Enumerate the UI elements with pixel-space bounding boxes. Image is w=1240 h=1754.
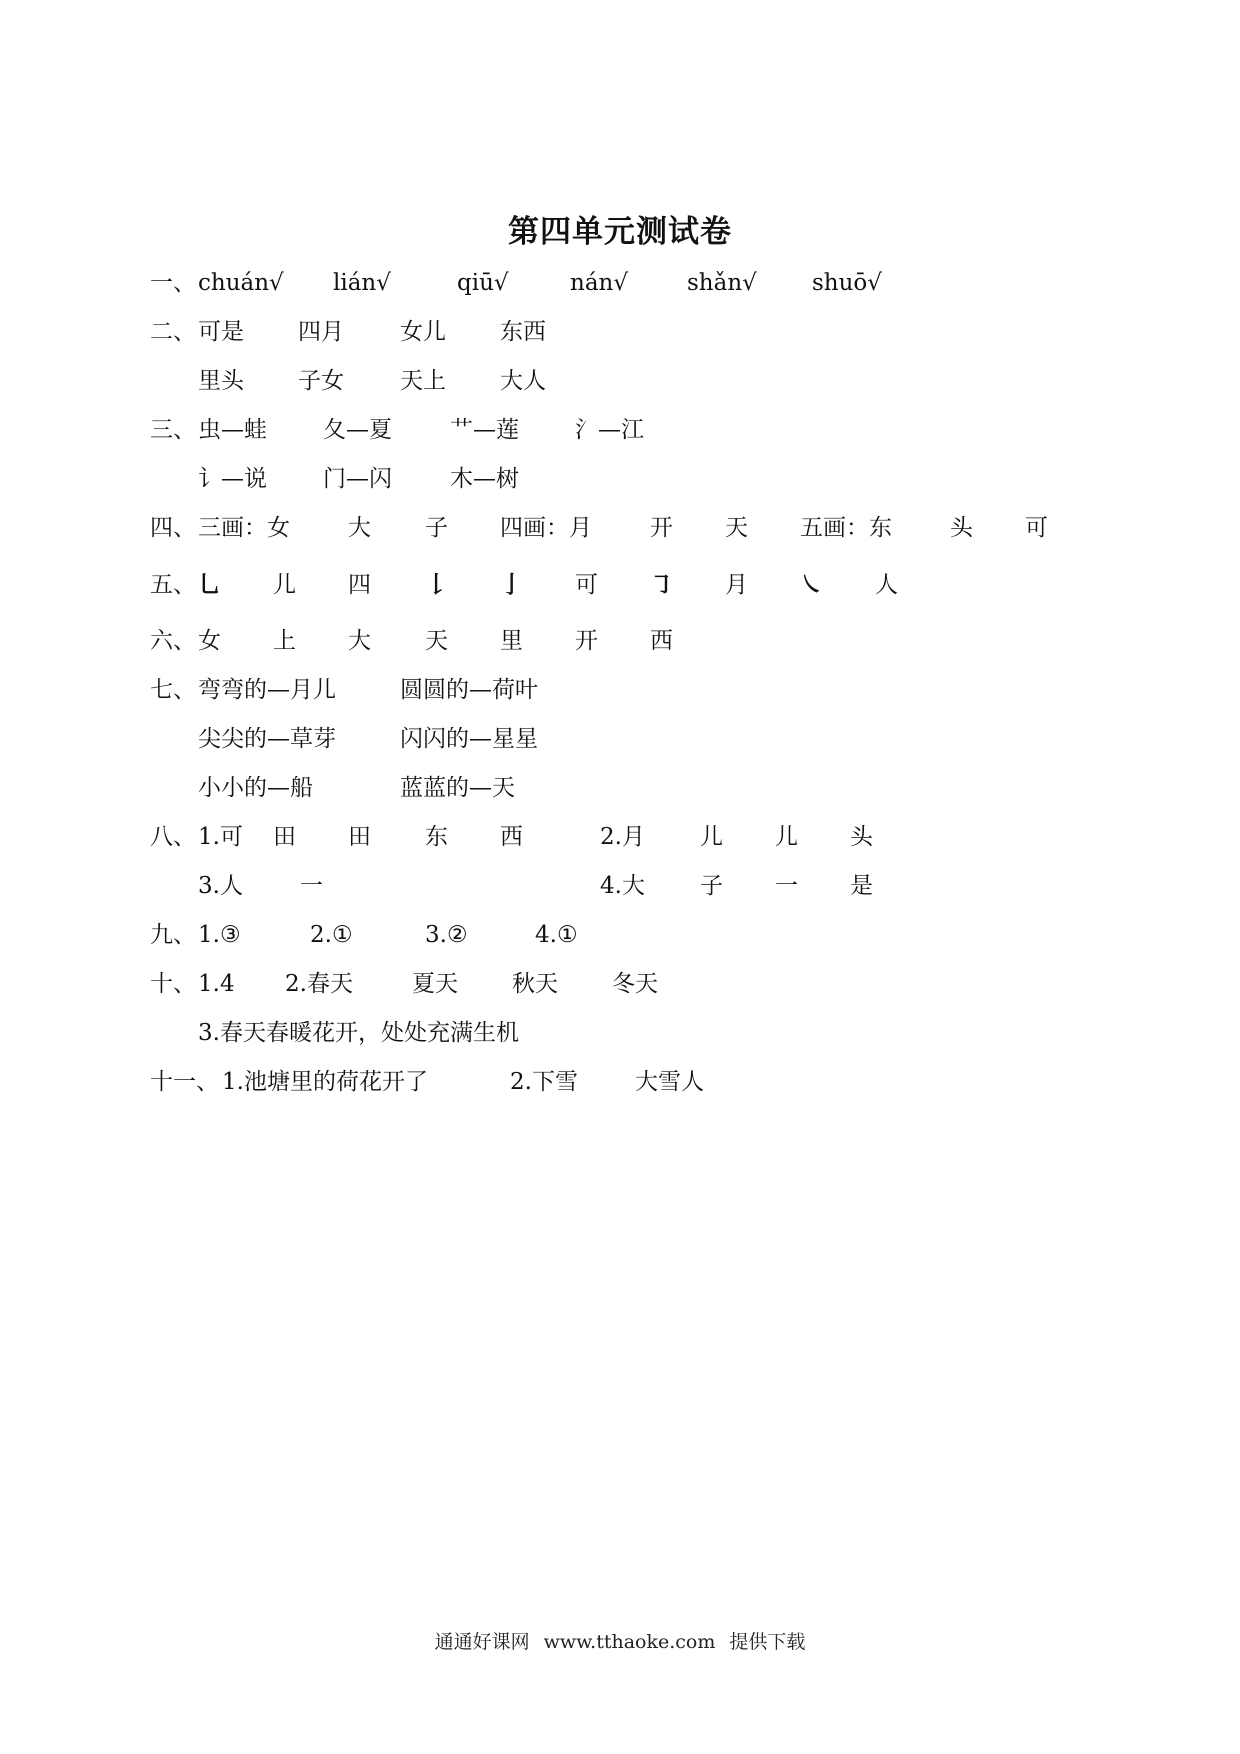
- section-number: 三、: [150, 417, 196, 443]
- answer-char: 女: [198, 628, 221, 654]
- answer-word: 子女: [298, 368, 344, 394]
- answer-char: 头: [950, 515, 973, 541]
- choice-answer: 2.①: [310, 922, 353, 948]
- answer-word: 可是: [198, 319, 244, 345]
- answer-char: 大: [348, 515, 371, 541]
- answer-word: 大雪人: [635, 1069, 704, 1095]
- pinyin-answer: nán√: [570, 270, 628, 296]
- section-number: 一、: [150, 270, 196, 296]
- answer-char: 4.大: [600, 873, 645, 899]
- pinyin-answer: shuō√: [812, 270, 882, 296]
- answer-char: 3.人: [198, 873, 243, 899]
- answer-char: 西: [650, 628, 673, 654]
- choice-answer: 4.①: [535, 922, 578, 948]
- page-title: 第四单元测试卷: [508, 214, 732, 250]
- answer-char: 田: [273, 824, 296, 850]
- answer-char: 儿: [775, 824, 798, 850]
- phrase-match: 圆圆的—荷叶: [400, 677, 538, 703]
- answer-char: 开: [575, 628, 598, 654]
- stroke-count-group: 五画：东: [800, 515, 892, 541]
- answer-char: 东: [425, 824, 448, 850]
- answer-char: 月: [725, 572, 748, 598]
- answer-word: 大人: [500, 368, 546, 394]
- choice-answer: 1.③: [198, 922, 241, 948]
- answer-sentence: 3.春天春暖花开，处处充满生机: [198, 1020, 519, 1046]
- answer-char: 四: [348, 572, 371, 598]
- answer-word: 东西: [500, 319, 546, 345]
- answer-char: 一: [775, 873, 798, 899]
- answer-char: 儿: [273, 572, 296, 598]
- section-number: 十一、: [150, 1069, 219, 1095]
- choice-answer: 3.②: [425, 922, 468, 948]
- footer-url: www.tthaoke.com: [543, 1631, 716, 1653]
- answer-char: 子: [700, 873, 723, 899]
- answer-char: 一: [300, 873, 323, 899]
- page-footer: [0, 1627, 1240, 1654]
- answer-char: 2.月: [600, 824, 645, 850]
- answer-char: 人: [875, 572, 898, 598]
- section-number: 四、: [150, 515, 196, 541]
- section-number: 九、: [150, 922, 196, 948]
- stroke-glyph: 乚: [198, 572, 221, 598]
- stroke-glyph: 𠄌: [425, 572, 448, 598]
- radical-match: 虫—蛙: [198, 417, 267, 443]
- answer-char: 上: [273, 628, 296, 654]
- answer-word: 夏天: [412, 971, 458, 997]
- answer-char: 天: [425, 628, 448, 654]
- footer-note: 提供下载: [729, 1631, 806, 1653]
- section-number: 七、: [150, 677, 196, 703]
- stroke-glyph: ㇆: [650, 572, 673, 598]
- phrase-match: 小小的—船: [198, 775, 313, 801]
- stroke-count-group: 四画：月: [500, 515, 592, 541]
- answer-word: 秋天: [512, 971, 558, 997]
- answer-char: 1.可: [198, 824, 243, 850]
- answer-word: 女儿: [400, 319, 446, 345]
- pinyin-answer: chuán√: [198, 270, 284, 296]
- stroke-glyph: 亅: [500, 572, 523, 598]
- answer-word: 冬天: [612, 971, 658, 997]
- answer-char: 大: [348, 628, 371, 654]
- answer-char: 头: [850, 824, 873, 850]
- answer-word: 天上: [400, 368, 446, 394]
- radical-match: 夂—夏: [323, 417, 392, 443]
- answer-char: 子: [425, 515, 448, 541]
- phrase-match: 弯弯的—月儿: [198, 677, 336, 703]
- phrase-match: 蓝蓝的—天: [400, 775, 515, 801]
- answer-char: 田: [348, 824, 371, 850]
- answer-sentence: 1.池塘里的荷花开了: [222, 1069, 428, 1095]
- radical-match: 门—闪: [323, 466, 392, 492]
- answer-word: 2.下雪: [510, 1069, 578, 1095]
- section-number: 十、: [150, 971, 196, 997]
- answer-char: 开: [650, 515, 673, 541]
- answer-char: 可: [1025, 515, 1048, 541]
- pinyin-answer: lián√: [333, 270, 391, 296]
- answer-word: 四月: [298, 319, 344, 345]
- answer-char: 天: [725, 515, 748, 541]
- answer-char: 是: [850, 873, 873, 899]
- radical-match: 木—树: [450, 466, 519, 492]
- stroke-count-group: 三画：女: [198, 515, 290, 541]
- answer-word: 1.4: [198, 971, 235, 997]
- section-number: 二、: [150, 319, 196, 345]
- footer-site-name: 通通好课网: [434, 1631, 530, 1653]
- section-number: 八、: [150, 824, 196, 850]
- stroke-glyph: ㇏: [800, 572, 823, 598]
- answer-word: 2.春天: [285, 971, 353, 997]
- answer-word: 里头: [198, 368, 244, 394]
- section-number: 五、: [150, 572, 196, 598]
- answer-char: 可: [575, 572, 598, 598]
- answer-char: 西: [500, 824, 523, 850]
- pinyin-answer: shǎn√: [687, 270, 757, 296]
- radical-match: 艹—莲: [450, 417, 519, 443]
- radical-match: 氵—江: [575, 417, 644, 443]
- phrase-match: 闪闪的—星星: [400, 726, 538, 752]
- radical-match: 讠—说: [198, 466, 267, 492]
- phrase-match: 尖尖的—草芽: [198, 726, 336, 752]
- section-number: 六、: [150, 628, 196, 654]
- answer-char: 里: [500, 628, 523, 654]
- answer-char: 儿: [700, 824, 723, 850]
- pinyin-answer: qiū√: [457, 270, 509, 296]
